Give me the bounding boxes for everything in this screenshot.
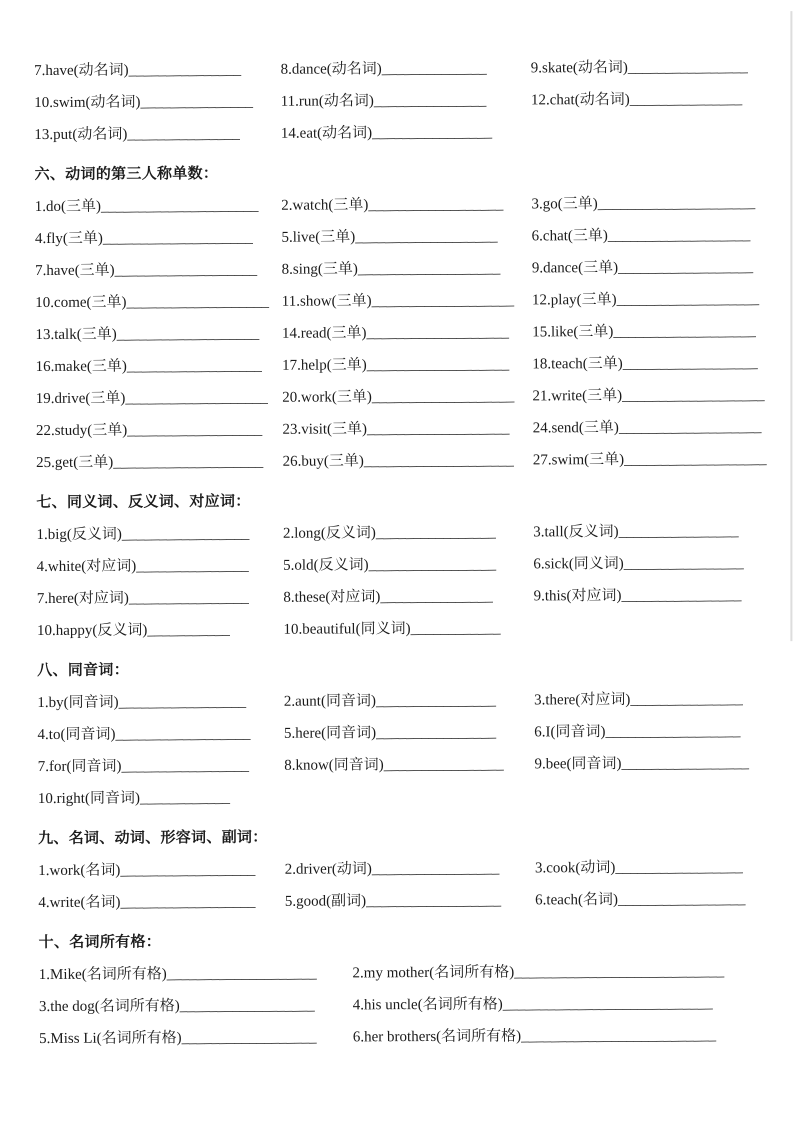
exercise-item <box>352 955 785 989</box>
exercise-item <box>284 748 534 781</box>
exercise-item <box>281 220 531 253</box>
exercise-item <box>534 715 784 748</box>
answer-blank: ___________________ <box>613 323 756 341</box>
answer-blank: __________________________ <box>521 1027 717 1045</box>
exercise-row <box>38 747 785 783</box>
exercise-row <box>35 283 782 319</box>
exercise-item <box>534 747 784 780</box>
answer-blank: ___________________ <box>357 260 501 278</box>
exercise-item <box>35 190 282 223</box>
section-heading: 十、名词所有格： <box>38 934 162 952</box>
exercise-row <box>35 315 782 351</box>
item-label: 5.live(三单) <box>281 229 356 246</box>
exercise-item <box>353 1019 786 1053</box>
answer-blank: __________________ <box>127 421 263 439</box>
exercise-item <box>533 411 783 444</box>
answer-blank: ___________________ <box>114 261 258 279</box>
exercise-item <box>281 84 531 117</box>
exercise-row <box>37 715 784 751</box>
exercise-row <box>34 51 781 87</box>
item-label: 7.have(三单) <box>35 262 115 280</box>
item-label: 7.for(同音词) <box>37 758 122 776</box>
answer-blank: ____________ <box>410 620 501 638</box>
item-label: 18.teach(三单) <box>532 355 623 373</box>
item-label: 9.this(对应词) <box>533 587 622 605</box>
exercise-item <box>38 886 285 919</box>
answer-blank: ____________________ <box>113 453 264 471</box>
answer-blank: ___________________ <box>355 228 498 246</box>
item-label: 7.have(动名词) <box>34 62 129 80</box>
answer-blank: ____________________ <box>102 229 253 247</box>
section-heading: 七、同义词、反义词、对应词： <box>36 493 251 512</box>
item-label: 15.like(三单) <box>532 324 614 341</box>
exercise-row <box>34 115 781 151</box>
item-label: 4.fly(三单) <box>34 230 103 248</box>
exercise-row <box>38 851 785 887</box>
exercise-item <box>282 284 532 317</box>
item-label: 4.white(对应词) <box>36 558 137 576</box>
exercise-item <box>532 347 782 380</box>
section-heading: 六、动词的第三人称单数： <box>34 166 219 184</box>
answer-blank: ___________________ <box>607 227 751 245</box>
exercise-item <box>283 516 533 549</box>
item-label: 14.read(三单) <box>281 325 367 342</box>
exercise-item <box>282 252 532 285</box>
exercise-item <box>36 350 283 383</box>
item-label: 11.run(动名词) <box>280 93 374 110</box>
exercise-item <box>283 548 533 581</box>
answer-blank: ______________ <box>381 60 487 78</box>
answer-blank: _____________________ <box>597 195 756 213</box>
item-label: 20.work(三单) <box>282 389 372 406</box>
answer-blank: ________________ <box>376 724 497 742</box>
item-label: 13.put(动名词) <box>34 126 128 144</box>
item-label: 3.tall(反义词) <box>533 523 619 541</box>
exercise-item <box>282 316 532 349</box>
item-label: 2.long(反义词) <box>282 525 376 542</box>
exercise-item <box>39 989 353 1023</box>
item-label: 9.dance(三单) <box>531 259 619 277</box>
exercise-item <box>283 580 533 613</box>
exercise-item <box>35 318 282 351</box>
exercise-item <box>533 515 783 548</box>
item-label: 1.by(同音词) <box>37 694 119 712</box>
exercise-row <box>37 683 784 719</box>
answer-blank: ___________________ <box>125 389 268 407</box>
exercise-item <box>532 315 782 348</box>
exercise-item <box>38 750 285 783</box>
exercise-row <box>37 611 784 647</box>
item-label: 12.play(三单) <box>531 291 617 309</box>
item-label: 5.here(同音词) <box>283 725 377 742</box>
exercise-item <box>35 222 282 255</box>
item-label: 1.Mike(名词所有格) <box>38 966 167 984</box>
answer-blank: ___________________ <box>622 387 765 404</box>
exercise-item <box>281 116 531 149</box>
item-label: 21.write(三单) <box>532 387 623 405</box>
answer-blank: ___________________ <box>618 419 762 436</box>
item-label: 6.teach(名词) <box>535 891 619 909</box>
item-label: 11.show(三单) <box>281 293 372 310</box>
item-label: 27.swim(三单) <box>532 451 625 469</box>
answer-blank: _________________ <box>371 860 500 878</box>
exercise-item <box>35 286 282 319</box>
exercise-item <box>531 83 781 116</box>
exercise-row <box>35 251 782 287</box>
item-label: 4.his uncle(名词所有格) <box>352 996 503 1014</box>
item-label: 24.send(三单) <box>532 419 619 437</box>
exercise-item <box>285 852 535 885</box>
exercise-item <box>283 444 533 477</box>
exercise-item <box>37 614 284 647</box>
exercise-item <box>533 579 783 612</box>
exercise-item <box>38 782 285 815</box>
item-label: 17.help(三单) <box>282 357 367 374</box>
section-heading: 八、同音词： <box>37 662 130 680</box>
item-label: 3.go(三单) <box>531 196 598 213</box>
exercise-row <box>36 443 783 479</box>
exercise-row <box>36 347 783 383</box>
item-label: 25.get(三单) <box>36 454 114 472</box>
exercise-item <box>284 684 534 717</box>
exercise-row <box>35 187 782 223</box>
answer-blank: ____________________________ <box>502 995 713 1013</box>
exercise-item <box>35 254 282 287</box>
item-label: 9.bee(同音词) <box>534 755 622 773</box>
answer-blank: ___________________ <box>371 292 515 310</box>
item-label: 8.know(同音词) <box>284 757 384 774</box>
exercise-item <box>533 443 783 476</box>
answer-blank: _________________ <box>621 755 750 772</box>
answer-blank: ____________________ <box>363 452 514 470</box>
section-heading: 九、名词、动词、形容词、副词： <box>38 829 268 848</box>
exercise-item <box>532 219 782 252</box>
item-label: 8.sing(三单) <box>281 261 358 278</box>
answer-blank: ________________ <box>375 524 496 542</box>
exercise-item <box>37 718 284 751</box>
answer-blank: ___________________ <box>366 420 510 438</box>
exercise-item <box>37 582 284 615</box>
item-label: 2.watch(三单) <box>281 197 369 214</box>
item-label: 2.driver(动词) <box>284 861 372 878</box>
item-label: 7.here(对应词) <box>36 590 129 608</box>
exercise-row <box>37 547 784 583</box>
answer-blank: __________________ <box>126 357 262 375</box>
item-label: 3.the dog(名词所有格) <box>38 998 180 1016</box>
answer-blank: ____________________ <box>166 965 317 983</box>
item-label: 3.there(对应词) <box>534 691 631 709</box>
item-label: 6.I(同音词) <box>534 724 606 741</box>
answer-blank: __________________ <box>618 259 754 276</box>
answer-blank: ________________ <box>623 555 744 572</box>
item-label: 14.eat(动名词) <box>280 125 373 142</box>
exercise-item <box>39 957 353 991</box>
item-label: 10.happy(反义词) <box>36 622 148 640</box>
answer-blank: ________________ <box>621 587 742 604</box>
answer-blank: __________________ <box>366 892 502 910</box>
exercise-item <box>280 52 530 85</box>
answer-blank: _________________ <box>615 859 743 876</box>
answer-blank: _______________ <box>136 557 249 575</box>
exercise-item <box>39 1021 353 1055</box>
answer-blank: _______________ <box>373 92 487 110</box>
item-label: 5.old(反义词) <box>283 557 369 574</box>
item-label: 8.these(对应词) <box>283 589 381 606</box>
exercise-item <box>36 414 283 447</box>
answer-blank: ____________ <box>139 790 230 807</box>
answer-blank: _______________ <box>140 93 254 111</box>
item-label: 3.cook(动词) <box>534 859 616 877</box>
answer-blank: ___________________ <box>366 324 510 342</box>
answer-blank: ___________ <box>147 622 230 639</box>
exercise-row <box>39 1019 786 1055</box>
item-label: 16.make(三单) <box>35 358 127 376</box>
exercise-item <box>34 86 281 119</box>
answer-blank: _______________ <box>630 691 743 708</box>
exercise-row <box>34 83 781 119</box>
answer-blank: ________________ <box>128 589 249 607</box>
exercise-item <box>353 987 786 1021</box>
answer-blank: ___________________ <box>616 291 760 308</box>
answer-blank: __________________ <box>622 355 758 372</box>
answer-blank: ________________ <box>375 692 496 710</box>
answer-blank: _________________ <box>118 693 247 711</box>
exercise-item <box>38 854 285 887</box>
exercise-item <box>285 884 535 917</box>
item-label: 26.buy(三单) <box>282 453 364 470</box>
exercise-item <box>534 683 784 716</box>
exercise-item <box>34 118 281 151</box>
exercise-row <box>37 579 784 615</box>
exercise-row <box>36 379 783 415</box>
exercise-row <box>36 515 783 551</box>
item-label: 10.right(同音词) <box>37 790 140 808</box>
item-label: 19.drive(三单) <box>35 390 126 408</box>
exercise-item <box>283 612 533 645</box>
answer-blank: _________________ <box>121 757 249 775</box>
exercise-item <box>36 446 283 479</box>
answer-blank: _______________ <box>380 588 493 606</box>
item-label: 12.chat(动名词) <box>530 91 630 109</box>
exercise-row <box>38 779 785 815</box>
answer-blank: ________________ <box>383 756 504 774</box>
exercise-item <box>535 883 785 916</box>
answer-blank: __________________ <box>368 196 504 214</box>
answer-blank: __________________ <box>120 893 256 911</box>
item-label: 10.come(三单) <box>35 294 127 312</box>
exercise-row <box>36 411 783 447</box>
answer-blank: _______________ <box>629 91 743 108</box>
exercise-item <box>282 348 532 381</box>
answer-blank: _________________ <box>368 556 497 574</box>
exercise-item <box>34 54 281 87</box>
answer-blank: __________________ <box>120 861 256 879</box>
item-label: 6.her brothers(名词所有格) <box>352 1028 522 1046</box>
scan-edge-artifact <box>790 11 792 641</box>
exercise-item <box>36 518 283 551</box>
answer-blank: ________________ <box>627 59 748 76</box>
exercise-item <box>37 686 284 719</box>
item-label: 22.study(三单) <box>35 422 128 440</box>
exercise-item <box>533 547 783 580</box>
exercise-item <box>281 188 531 221</box>
exercise-item <box>282 412 532 445</box>
answer-blank: _______________ <box>128 61 242 79</box>
exercise-row <box>39 987 786 1023</box>
answer-blank: ___________________ <box>126 293 270 311</box>
item-label: 1.work(名词) <box>38 862 121 880</box>
item-label: 4.write(名词) <box>38 894 121 912</box>
item-label: 9.skate(动名词) <box>530 59 628 77</box>
answer-blank: _____________________ <box>100 197 259 215</box>
item-label: 2.my mother(名词所有格) <box>352 964 515 982</box>
answer-blank: ___________________ <box>371 388 515 406</box>
exercise-item <box>532 379 782 412</box>
answer-blank: ________________ <box>618 523 739 540</box>
exercise-item <box>535 851 785 884</box>
item-label: 1.do(三单) <box>34 198 102 216</box>
exercise-item <box>282 380 532 413</box>
item-label: 23.visit(三单) <box>282 421 368 438</box>
item-label: 4.to(同音词) <box>37 726 116 744</box>
answer-blank: __________________ <box>179 997 315 1015</box>
exercise-item <box>284 716 534 749</box>
answer-blank: _________________ <box>617 891 746 908</box>
item-label: 6.chat(三单) <box>531 228 608 245</box>
answer-blank: ___________________ <box>116 325 260 343</box>
answer-blank: ____________________________ <box>514 963 725 981</box>
exercise-row <box>39 955 786 991</box>
item-label: 5.Miss Li(名词所有格) <box>39 1030 182 1048</box>
item-label: 13.talk(三单) <box>35 326 117 344</box>
answer-blank: ___________________ <box>624 451 767 468</box>
answer-blank: __________________ <box>115 725 251 743</box>
item-label: 5.good(副词) <box>284 893 367 910</box>
worksheet-sections <box>34 51 786 1055</box>
item-label: 8.dance(动名词) <box>280 61 382 78</box>
exercise-item <box>532 283 782 316</box>
exercise-item <box>532 251 782 284</box>
exercise-item <box>531 51 781 84</box>
answer-blank: __________________ <box>181 1029 317 1047</box>
exercise-item <box>531 187 781 220</box>
exercise-row <box>35 219 782 255</box>
item-label: 2.aunt(同音词) <box>283 693 376 710</box>
answer-blank: ___________________ <box>366 356 510 374</box>
item-label: 10.beautiful(同义词) <box>283 621 411 638</box>
exercise-item <box>37 550 284 583</box>
answer-blank: __________________ <box>605 723 741 741</box>
item-label: 10.swim(动名词) <box>34 94 141 112</box>
item-label: 1.big(反义词) <box>36 526 122 544</box>
answer-blank: _________________ <box>121 525 250 543</box>
answer-blank: _______________ <box>127 125 240 143</box>
exercise-item <box>36 382 283 415</box>
exercise-row <box>38 883 785 919</box>
item-label: 6.sick(同义词) <box>533 555 624 573</box>
answer-blank: ________________ <box>372 124 493 142</box>
